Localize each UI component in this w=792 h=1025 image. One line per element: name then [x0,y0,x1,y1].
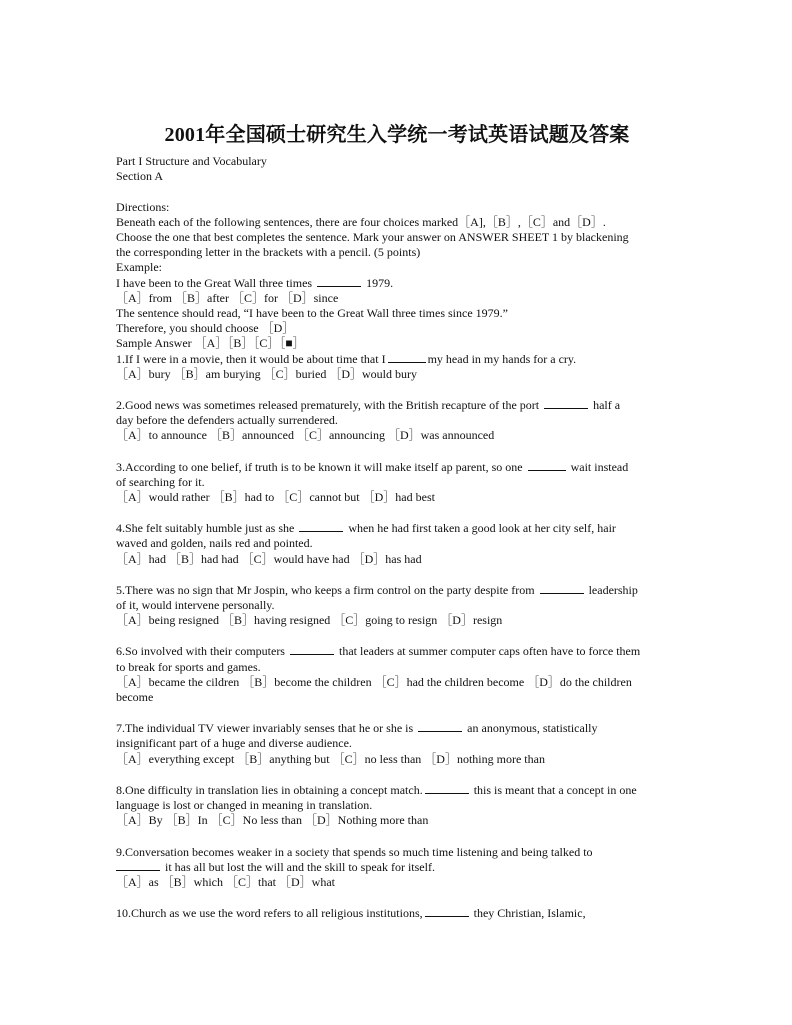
answer-blank [528,460,566,471]
question-1: 1.If I were in a movie, then it would be about time that I my head in my hands for a cry. [116,351,577,366]
answer-blank [317,276,361,287]
question-7-cont: insignificant part of a huge and diverse audience. [116,736,352,751]
directions-line: Choose the one that best completes the sentence. Mark your answer on ANSWER SHEET 1 by blackening [116,230,629,244]
example-sentence: I have been to the Great Wall three times 1979. [116,275,394,290]
question-6-options: ［A］became the cildren ［B］become the children ［C］had the children become ［D］do the children [116,674,632,689]
question-3: 3.According to one belief, if truth is to be known it will make itself ap parent, so one wait instead [116,459,629,474]
example-read: The sentence should read, “I have been to the Great Wall three times since 1979.” [116,306,508,321]
answer-blank [388,352,426,363]
question-2-cont: day before the defenders actually surrendered. [116,413,338,428]
answer-blank [425,906,469,917]
sample-answer: Sample Answer ［A］［B］［C］［■］ [116,336,305,351]
question-7-options: ［A］everything except ［B］anything but ［C］no less than ［D］nothing more than [116,751,545,766]
question-6: 6.So involved with their computers that leaders at summer computer caps often have to force them [116,644,641,659]
question-9-cont: it has all but lost the will and the skill to speak for itself. [116,860,678,875]
question-2: 2.Good news was sometimes released prematurely, with the British recapture of the port half a [116,398,621,413]
answer-blank [425,783,469,794]
question-3-options: ［A］would rather ［B］had to ［C］cannot but ［D］had best [116,490,435,505]
directions-line: the corresponding letter in the brackets with a pencil. (5 points) [116,245,421,260]
question-5-options: ［A］being resigned ［B］having resigned ［C］going to resign ［D］resign [116,613,503,628]
part-heading: Part I Structure and Vocabulary [116,154,267,168]
directions-line: Beneath each of the following sentences, there are four choices marked［A],［B］,［C］and［D］. [116,214,606,229]
question-5-cont: of it, would intervene personally. [116,598,275,613]
directions-label: Directions: [116,199,170,214]
question-8: 8.One difficulty in translation lies in obtaining a concept match. this is meant that a concept in one [116,782,637,797]
question-10: 10.Church as we use the word refers to all religious institutions, they Christian, Islamic, [116,906,586,921]
question-9-options: ［A］as ［B］which ［C］that ［D］what [116,874,335,889]
question-1-options: ［A］bury ［B］am burying ［C］buried ［D］would bury [116,366,417,381]
example-options: ［A］from ［B］after ［C］for ［D］since [116,290,339,305]
answer-blank [544,398,588,409]
answer-blank [418,721,462,732]
question-9: 9.Conversation becomes weaker in a society that spends so much time listening and being talked to [116,844,593,859]
question-4: 4.She felt suitably humble just as she when he had first taken a good look at her city self, hair [116,521,616,536]
question-8-cont: language is lost or changed in meaning in translation. [116,798,373,813]
example-choose: Therefore, you should choose ［D］ [116,321,295,336]
answer-blank [299,521,343,532]
section-heading: Section A [116,169,163,184]
question-5: 5.There was no sign that Mr Jospin, who keeps a firm control on the party despite from leadership [116,582,638,597]
question-6-cont: to break for sports and games. [116,659,261,674]
answer-blank [540,583,584,594]
question-4-options: ［A］had ［B］had had ［C］would have had ［D］has had [116,551,422,566]
document-title: 2001年全国硕士研究生入学统一考试英语试题及答案 [164,124,630,146]
answer-blank [290,644,334,655]
question-3-cont: of searching for it. [116,474,205,489]
document-page [116,122,678,921]
question-8-options: ［A］By ［B］In ［C］No less than ［D］Nothing more than [116,813,429,828]
example-label: Example: [116,260,162,275]
question-4-cont: waved and golden, nails red and pointed. [116,536,313,551]
question-6-options-cont: become [116,690,154,705]
question-7: 7.The individual TV viewer invariably senses that he or she is an anonymous, statistically [116,721,598,736]
question-2-options: ［A］to announce ［B］announced ［C］announcing ［D］was announced [116,428,495,443]
answer-blank [116,860,160,871]
